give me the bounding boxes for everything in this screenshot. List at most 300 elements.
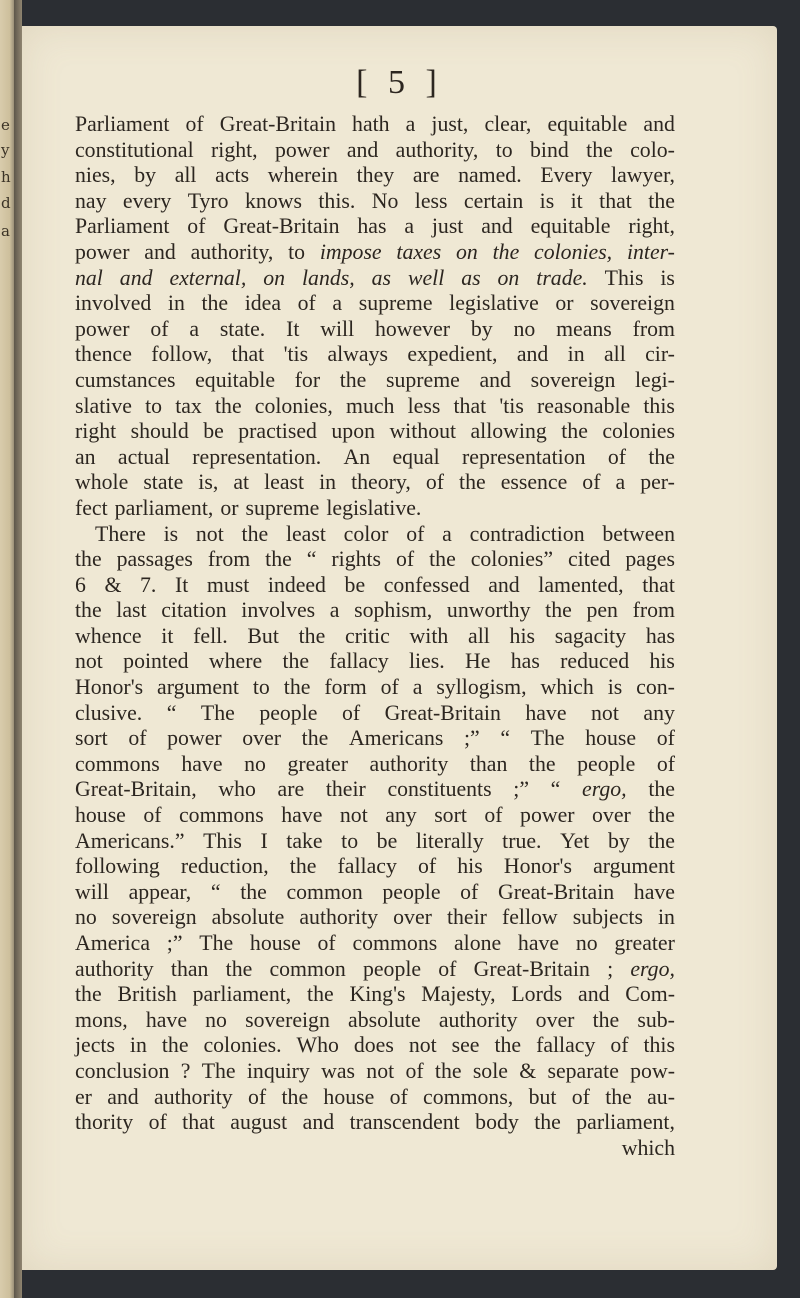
word: involved bbox=[75, 291, 152, 316]
word: which bbox=[540, 675, 594, 700]
word: authority bbox=[299, 905, 379, 930]
word: the bbox=[648, 444, 675, 469]
word: that bbox=[231, 342, 265, 367]
word: essence bbox=[500, 470, 568, 495]
word: a bbox=[405, 112, 416, 136]
word: his bbox=[509, 623, 535, 648]
word: see bbox=[451, 1033, 480, 1058]
word: by bbox=[470, 316, 493, 341]
text-line bbox=[75, 522, 675, 548]
word: and bbox=[144, 239, 176, 264]
word: lawyer, bbox=[611, 163, 675, 188]
word: supreme bbox=[245, 495, 320, 520]
word: tax bbox=[175, 393, 202, 418]
word: the bbox=[434, 1058, 462, 1083]
word: the bbox=[283, 675, 311, 700]
word: theory, bbox=[351, 470, 411, 495]
word: Great-Britain bbox=[219, 112, 336, 136]
word: the bbox=[225, 956, 253, 981]
word: just bbox=[431, 214, 464, 239]
word: supreme bbox=[386, 367, 460, 392]
word: of bbox=[148, 1110, 167, 1135]
text-line bbox=[75, 266, 675, 292]
word: have bbox=[633, 879, 675, 904]
word: no bbox=[244, 751, 266, 776]
word: it bbox=[570, 188, 583, 213]
word: greater bbox=[614, 931, 675, 955]
text-line bbox=[75, 163, 675, 189]
book-gutter bbox=[14, 0, 22, 1298]
word: alone bbox=[453, 931, 502, 955]
word: the bbox=[605, 1084, 632, 1109]
word: certain bbox=[463, 188, 524, 213]
word: and bbox=[488, 572, 520, 597]
word: Who bbox=[296, 1033, 339, 1058]
word: It bbox=[286, 316, 300, 341]
word: legislative bbox=[449, 291, 539, 316]
word: There bbox=[95, 521, 146, 546]
word: involves bbox=[241, 598, 316, 623]
word: on bbox=[456, 239, 478, 264]
word: their bbox=[446, 905, 487, 930]
word: Americans bbox=[348, 726, 444, 751]
word: contradiction bbox=[469, 521, 585, 546]
word: sovereign bbox=[245, 1007, 330, 1032]
word: and bbox=[578, 982, 610, 1007]
word: and bbox=[643, 112, 675, 136]
word: state. bbox=[219, 316, 266, 341]
word: the bbox=[201, 291, 229, 316]
text-line bbox=[75, 138, 675, 164]
word: of bbox=[341, 700, 361, 725]
word: pages bbox=[625, 547, 675, 572]
word: common bbox=[269, 956, 346, 981]
word: power bbox=[75, 239, 130, 264]
word: not bbox=[366, 1058, 395, 1083]
word: The bbox=[530, 726, 565, 751]
word: Great-Britain bbox=[473, 956, 590, 981]
word: colonies” bbox=[470, 547, 554, 572]
word: literally bbox=[415, 828, 484, 853]
word: authority bbox=[75, 956, 154, 981]
word: inter- bbox=[626, 239, 675, 264]
word: his bbox=[649, 649, 675, 674]
word: transcendent bbox=[349, 1110, 460, 1135]
word: ;” bbox=[513, 777, 529, 802]
word: much bbox=[346, 393, 395, 418]
word: parliament, bbox=[576, 1110, 675, 1135]
word: for bbox=[294, 367, 321, 392]
word: and bbox=[479, 367, 511, 392]
word: of bbox=[143, 803, 162, 828]
word: than bbox=[170, 956, 209, 981]
word: all bbox=[468, 623, 490, 648]
word: bind bbox=[530, 137, 569, 162]
word: idea bbox=[244, 291, 282, 316]
word: fallacy bbox=[536, 1033, 596, 1058]
word: will bbox=[75, 879, 109, 904]
word: at bbox=[233, 470, 250, 495]
word: it bbox=[161, 623, 174, 648]
word: Parliament bbox=[75, 112, 170, 136]
word: clear, bbox=[484, 112, 532, 136]
word: is bbox=[660, 265, 675, 290]
word: from bbox=[207, 547, 251, 572]
word: sophism, bbox=[354, 598, 433, 623]
word: the bbox=[301, 726, 329, 751]
word: this. bbox=[318, 188, 356, 213]
word: right bbox=[75, 419, 117, 444]
word: has bbox=[510, 649, 540, 674]
word: than bbox=[469, 751, 508, 776]
word: of bbox=[389, 1084, 408, 1109]
word: authority, bbox=[190, 239, 274, 264]
word: fect bbox=[75, 495, 108, 520]
word: of bbox=[417, 854, 437, 879]
word: inquiry bbox=[246, 1058, 310, 1083]
word: unworthy bbox=[446, 598, 531, 623]
text-line bbox=[75, 624, 675, 650]
word: the bbox=[545, 598, 572, 623]
word: true. bbox=[502, 828, 542, 853]
word: He bbox=[465, 649, 491, 674]
word: The bbox=[200, 700, 235, 725]
word: a bbox=[615, 470, 626, 495]
word: I bbox=[260, 828, 268, 853]
word: equitable bbox=[547, 112, 628, 136]
word: Tyro bbox=[187, 188, 229, 213]
text-line bbox=[75, 496, 675, 522]
word: over bbox=[592, 803, 631, 828]
word: people bbox=[577, 751, 636, 776]
word: least bbox=[285, 521, 326, 546]
word: the bbox=[494, 1033, 522, 1058]
word: not bbox=[195, 521, 224, 546]
word: argument bbox=[593, 854, 675, 879]
word: less bbox=[414, 188, 448, 213]
word: hath bbox=[352, 112, 390, 136]
word: British bbox=[117, 982, 177, 1007]
word: whole bbox=[75, 470, 129, 495]
word: 'tis bbox=[283, 342, 309, 367]
word: upon bbox=[331, 419, 375, 444]
word: that bbox=[599, 188, 632, 213]
word: house bbox=[249, 931, 301, 955]
word: less bbox=[407, 393, 441, 418]
word: and bbox=[346, 137, 379, 162]
word: absolute bbox=[211, 905, 285, 930]
word: be bbox=[344, 572, 366, 597]
word: has bbox=[357, 214, 387, 239]
word: the bbox=[586, 137, 613, 162]
word: the bbox=[75, 598, 102, 623]
word: representation. bbox=[192, 444, 322, 469]
word: lands, bbox=[301, 265, 355, 290]
word: the bbox=[298, 623, 326, 648]
word: this bbox=[643, 1033, 675, 1058]
word: have bbox=[525, 700, 567, 725]
word: cited bbox=[568, 547, 611, 572]
word: colonies bbox=[602, 419, 675, 444]
text-line bbox=[75, 726, 675, 752]
word: take bbox=[286, 828, 323, 853]
word: between bbox=[602, 521, 675, 546]
word: to bbox=[252, 675, 270, 700]
word: “ bbox=[210, 879, 221, 904]
word: “ bbox=[166, 700, 177, 725]
text-line bbox=[75, 880, 675, 906]
word: Great-Britain bbox=[223, 214, 340, 239]
word: of bbox=[128, 726, 147, 751]
word: a bbox=[332, 291, 343, 316]
word: ergo, bbox=[630, 956, 675, 981]
word: last bbox=[116, 598, 147, 623]
word: knows bbox=[245, 188, 302, 213]
word: equal bbox=[392, 444, 440, 469]
word: mons, bbox=[75, 1007, 128, 1032]
word: This bbox=[203, 828, 242, 853]
word: colonies. bbox=[203, 1033, 282, 1058]
word: absolute bbox=[348, 1007, 421, 1032]
word: pow- bbox=[630, 1058, 675, 1083]
word: the bbox=[459, 470, 486, 495]
word: named. bbox=[458, 163, 522, 188]
word: sole bbox=[472, 1058, 508, 1083]
text-line bbox=[75, 214, 675, 240]
word: pen bbox=[586, 598, 618, 623]
word: trade. bbox=[536, 265, 588, 290]
word: people bbox=[382, 879, 441, 904]
word: that bbox=[453, 393, 487, 418]
word: any bbox=[643, 700, 675, 725]
word: power bbox=[75, 316, 130, 341]
word: ? bbox=[180, 1058, 191, 1083]
word: over bbox=[393, 905, 432, 930]
word: as bbox=[461, 265, 481, 290]
word: does bbox=[353, 1033, 394, 1058]
word: of bbox=[656, 726, 675, 751]
text-line bbox=[75, 470, 675, 496]
text-line bbox=[75, 777, 675, 803]
word: by bbox=[134, 163, 157, 188]
word: that bbox=[182, 1110, 215, 1135]
text-line bbox=[75, 445, 675, 471]
word: of bbox=[396, 547, 415, 572]
word: just, bbox=[431, 112, 469, 136]
text-line bbox=[75, 1059, 675, 1085]
word: subjects bbox=[572, 905, 643, 930]
word: nal bbox=[75, 265, 103, 290]
text-line bbox=[75, 649, 675, 675]
margin-letter: e bbox=[1, 116, 10, 134]
word: appear, bbox=[128, 879, 192, 904]
text-line bbox=[75, 189, 675, 215]
word: separate bbox=[547, 1058, 619, 1083]
word: common bbox=[286, 879, 363, 904]
word: body bbox=[475, 1110, 519, 1135]
word: is bbox=[163, 521, 179, 546]
word: well bbox=[407, 265, 445, 290]
text-line bbox=[75, 1110, 675, 1136]
word: no bbox=[575, 931, 598, 955]
word: & bbox=[519, 1058, 537, 1083]
word: and bbox=[119, 265, 153, 290]
word: “ bbox=[500, 726, 511, 751]
text-line bbox=[75, 675, 675, 701]
word: ; bbox=[607, 956, 614, 981]
text-line bbox=[75, 240, 675, 266]
word: lies. bbox=[409, 649, 445, 674]
word: jects bbox=[75, 1033, 115, 1058]
word: the bbox=[429, 547, 456, 572]
word: The bbox=[201, 1058, 236, 1083]
word: the bbox=[161, 1033, 189, 1058]
word: external, bbox=[169, 265, 247, 290]
word: the bbox=[281, 1084, 309, 1109]
word: practised bbox=[238, 419, 317, 444]
word: have bbox=[517, 931, 560, 955]
word: of bbox=[656, 751, 675, 776]
word: to bbox=[495, 137, 513, 162]
word: all bbox=[174, 163, 197, 188]
word: a bbox=[442, 521, 452, 546]
text-line bbox=[75, 291, 675, 317]
word: who bbox=[218, 777, 256, 802]
word: thence bbox=[75, 342, 132, 367]
word: is, bbox=[198, 470, 219, 495]
word: power bbox=[520, 803, 575, 828]
word: house bbox=[323, 1084, 375, 1109]
word: “ bbox=[550, 777, 561, 802]
text-line bbox=[75, 317, 675, 343]
catchword: which bbox=[621, 1135, 675, 1160]
word: the bbox=[492, 239, 520, 264]
word: lamented, bbox=[538, 572, 624, 597]
word: constituents bbox=[387, 777, 492, 802]
word: passages bbox=[116, 547, 193, 572]
word: from bbox=[632, 598, 675, 623]
word: reasonable bbox=[537, 393, 631, 418]
word: the bbox=[75, 982, 102, 1007]
word: of bbox=[405, 1058, 424, 1083]
word: in bbox=[658, 905, 675, 930]
word: of bbox=[607, 444, 626, 469]
word: should bbox=[130, 419, 189, 444]
word: the bbox=[241, 521, 269, 546]
word: reduction, bbox=[180, 854, 269, 879]
word: the bbox=[339, 367, 367, 392]
word: not bbox=[75, 649, 103, 674]
text-line bbox=[75, 573, 675, 599]
word: colonies, bbox=[534, 239, 613, 264]
word: the bbox=[648, 828, 675, 853]
word: every bbox=[122, 188, 172, 213]
word: sovereign bbox=[111, 905, 197, 930]
word: commons bbox=[179, 803, 264, 828]
word: and bbox=[516, 342, 549, 367]
previous-page-edge bbox=[0, 0, 14, 1298]
word: thority bbox=[75, 1110, 134, 1135]
word: au- bbox=[647, 1084, 675, 1109]
word: without bbox=[389, 419, 457, 444]
text-line bbox=[75, 598, 675, 624]
word: cir- bbox=[645, 342, 675, 367]
word: Great-Britain bbox=[497, 879, 615, 904]
book-page bbox=[22, 26, 777, 1270]
word: pointed bbox=[123, 649, 189, 674]
word: the bbox=[648, 777, 675, 802]
text-line bbox=[75, 931, 675, 957]
word: argument bbox=[157, 675, 239, 700]
word: taxes bbox=[396, 239, 442, 264]
word: equitable bbox=[530, 214, 611, 239]
word: the bbox=[265, 547, 292, 572]
word: wherein bbox=[267, 163, 338, 188]
word: citation bbox=[161, 598, 227, 623]
word: colonies, bbox=[254, 393, 333, 418]
word: any bbox=[385, 803, 417, 828]
word: rights bbox=[331, 547, 382, 572]
word: nies, bbox=[75, 163, 116, 188]
word: clusive. bbox=[75, 700, 143, 725]
text-line bbox=[75, 803, 675, 829]
word: the bbox=[561, 419, 588, 444]
word: cumstances bbox=[75, 367, 176, 392]
margin-letter: y bbox=[1, 141, 10, 159]
word: a bbox=[189, 316, 199, 341]
word: not bbox=[408, 1033, 437, 1058]
word: power bbox=[274, 137, 330, 162]
word: allowing bbox=[470, 419, 547, 444]
word: no bbox=[513, 316, 536, 341]
word: people bbox=[362, 956, 422, 981]
word: King's bbox=[349, 982, 406, 1007]
word: authority bbox=[154, 1084, 233, 1109]
word: the bbox=[592, 1007, 620, 1032]
word: right, bbox=[628, 214, 675, 239]
word: and bbox=[481, 214, 513, 239]
text-line bbox=[75, 905, 675, 931]
word: over bbox=[242, 726, 282, 751]
word: sovereign bbox=[530, 367, 616, 392]
text-line bbox=[75, 957, 675, 983]
word: representation bbox=[462, 444, 586, 469]
word: follow, bbox=[151, 342, 213, 367]
word: be bbox=[376, 828, 398, 853]
word: is bbox=[539, 188, 555, 213]
word: indeed bbox=[267, 572, 326, 597]
word: will bbox=[320, 316, 355, 341]
word: in bbox=[567, 342, 585, 367]
word: But bbox=[247, 623, 279, 648]
word: This bbox=[604, 265, 644, 290]
word: authority, bbox=[395, 137, 479, 162]
word: fallacy bbox=[337, 854, 397, 879]
word: least bbox=[264, 470, 305, 495]
word: sagacity bbox=[554, 623, 627, 648]
word: as bbox=[371, 265, 391, 290]
word: authority bbox=[438, 1007, 518, 1032]
word: equitable bbox=[195, 367, 276, 392]
word: of bbox=[248, 1084, 267, 1109]
word: Yet bbox=[560, 828, 590, 853]
word: where bbox=[208, 649, 263, 674]
word: reduced bbox=[560, 649, 630, 674]
word: the bbox=[282, 649, 310, 674]
word: with bbox=[409, 623, 449, 648]
word: sort bbox=[434, 803, 467, 828]
word: not bbox=[339, 803, 368, 828]
